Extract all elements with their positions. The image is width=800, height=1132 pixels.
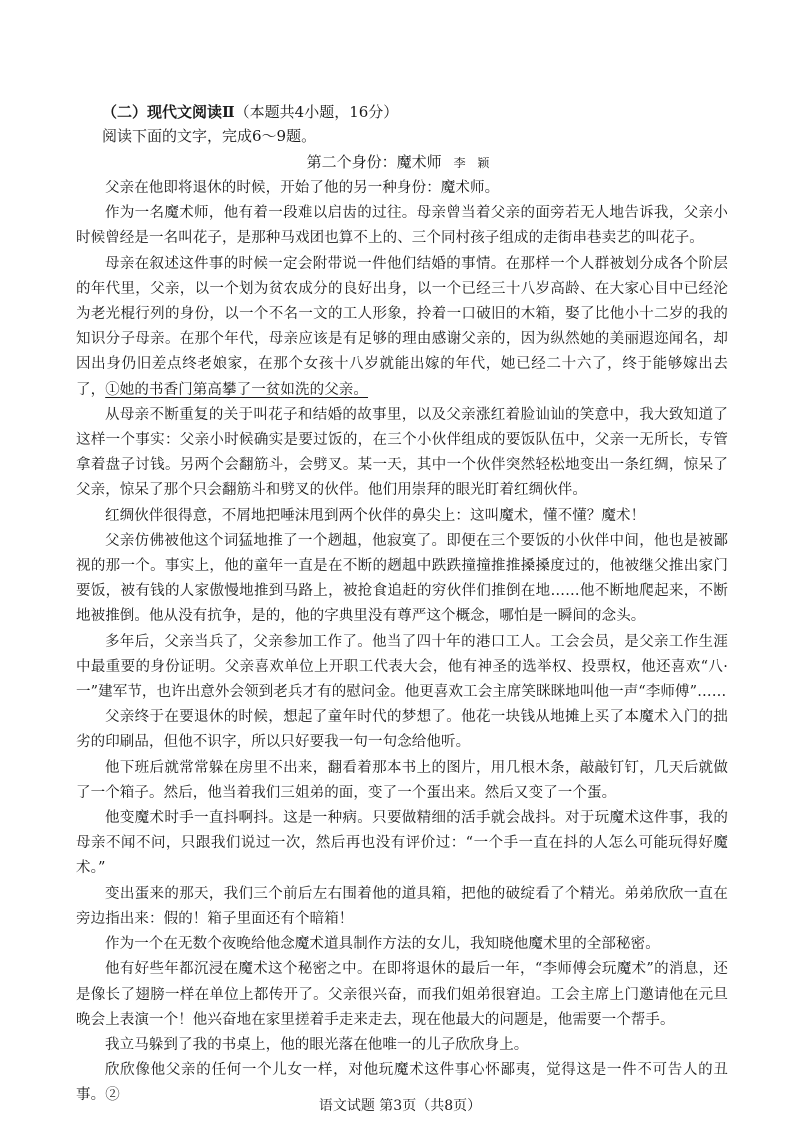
paragraph: 他下班后就常常躲在房里不出来，翻看着那本书上的图片，用几根木条，敲敲钉钉，几天后就做了一个箱子。然后，他当着我们三姐弟的面，变了一个蛋出来。然后又变了一个蛋。 (76, 759, 728, 801)
paragraph: 红绸伙伴很得意，不屑地把唾沫甩到两个伙伴的鼻尖上：这叫魔术，懂不懂？魔术！ (105, 507, 646, 524)
paragraph: 欣欣像他父亲的任何一个儿女一样，对他玩魔术这件事心怀鄙夷，觉得这是一件不可告人的丑事。② (76, 1062, 728, 1104)
article-title-line (0, 150, 800, 175)
paragraph: 父亲终于在要退休的时候，想起了童年时代的梦想了。他花一块钱从地摊上买了本魔术入门的拙劣的印刷品，但他不识字，所以只好要我一句一句念给他听。 (76, 709, 728, 751)
paragraph: 多年后，父亲当兵了，父亲参加工作了。他当了四十年的港口工人。工会会员，是父亲工作生涯中最重要的身份证明。父亲喜欢单位上开职工代表大会，他有神圣的选举权、投票权，他还喜欢“八·一”建军节，也许出意外会领到老兵才有的慰问金。他更喜欢工会主席笑眯眯地叫他一声“李师傅”…… (76, 633, 728, 701)
paragraph (76, 252, 728, 403)
article-body (76, 176, 728, 1109)
paragraph: 作为一名魔术师，他有着一段难以启齿的过往。母亲曾当着父亲的面旁若无人地告诉我，父亲小时候曾经是一名叫花子，是那种马戏团也算不上的、三个同村孩子组成的走街串巷卖艺的叫花子。 (76, 205, 728, 247)
paragraph: 他有好些年都沉浸在魔术这个秘密之中。在即将退休的最后一年，“李师傅会玩魔术”的消息，还是像长了翅膀一样在单位上都传开了。父亲很兴奋，而我们姐弟很窘迫。工会主席上门邀请他在元旦晚会上表演一个！他兴奋地在家里搓着手走来走去，现在他最大的问题是，他需要一个帮手。 (76, 961, 728, 1028)
paragraph-text: 母亲在叙述这件事的时候一定会附带说一件他们结婚的事情。在那样一个人群被划分成各个阶层的年代里，父亲，以一个划为贫农成分的良好出身，以一个已经三十八岁高龄、在大家心目中已经沦为老光棍行列的身份，以一个不名一文的工人形象，拎着一口破旧的木箱，娶了比他小十二岁的我的知识分子母亲。在那个年代，母亲应该是有足够的理由感谢父亲的，因为纵然她的美丽遐迩闻名，却因出身仍旧差点终老娘家，在那个女孩十八岁就能出嫁的年代，她已经二十六了，终于能够嫁出去了， (76, 255, 728, 398)
article-author: 李 颖 (453, 156, 494, 170)
paragraph: 他变魔术时手一直抖啊抖。这是一种病。只要做精细的活手就会战抖。对于玩魔术这件事，我的母亲不闻不问，只跟我们说过一次，然后再也没有评价过：“一个手一直在抖的人怎么可能玩得好魔术。” (76, 810, 728, 877)
paragraph: 父亲在他即将退休的时候，开始了他的另一种身份：魔术师。 (105, 180, 500, 196)
paragraph: 我立马躲到了我的书桌上，他的眼光落在他唯一的儿子欣欣身上。 (105, 1036, 529, 1053)
article-title: 第二个身份：魔术师 (306, 153, 442, 171)
paragraph: 变出蛋来的那天，我们三个前后左右围着他的道具箱，把他的破绽看了个精光。弟弟欣欣一直在旁边指出来：假的！箱子里面还有个暗箱！ (76, 885, 728, 927)
section-meta: （本题共4小题，16分） (234, 103, 399, 121)
paragraph: 从母亲不断重复的关于叫花子和结婚的故事里，以及父亲涨红着脸讪讪的笑意中，我大致知道了这样一个事实：父亲小时候确实是要过饭的，在三个小伙伴组成的要饭队伍中，父亲一无所长，专管拿着盘子讨钱。另两个会翻筋斗，会劈叉。某一天，其中一个伙伴突然轻松地变出一条红绸，惊呆了父亲，惊呆了那个只会翻筋斗和劈叉的伙伴。他们用崇拜的眼光盯着红绸伙伴。 (76, 406, 728, 499)
underlined-sentence: ①她的书香门第高攀了一贫如洗的父亲。 (105, 381, 369, 398)
paragraph: 作为一个在无数个夜晚给他念魔术道具制作方法的女儿，我知晓他魔术里的全部秘密。 (105, 936, 660, 953)
page-footer: 语文试题 第3页（共8页） (318, 1098, 482, 1114)
instruction: 阅读下面的文字，完成6～9题。 (102, 127, 317, 145)
paragraph: 父亲仿佛被他这个词猛地推了一个趔趄，他寂寞了。即便在三个要饭的小伙伴中间，他也是被鄙视的那一个。事实上，他的童年一直是在不断的趔趄中跌跌撞撞推推搡搡度过的，他被继父推出家门要饭，被有钱的人家傲慢地推到马路上，被抢食追赶的穷伙伴们推倒在地……他不断地爬起来，不断地被推倒。他从没有抗争，是的，他的字典里没有尊严这个概念，哪怕是一瞬间的念头。 (76, 532, 728, 625)
section-header (102, 100, 398, 124)
section-title: （二）现代文阅读Ⅱ (102, 103, 235, 121)
